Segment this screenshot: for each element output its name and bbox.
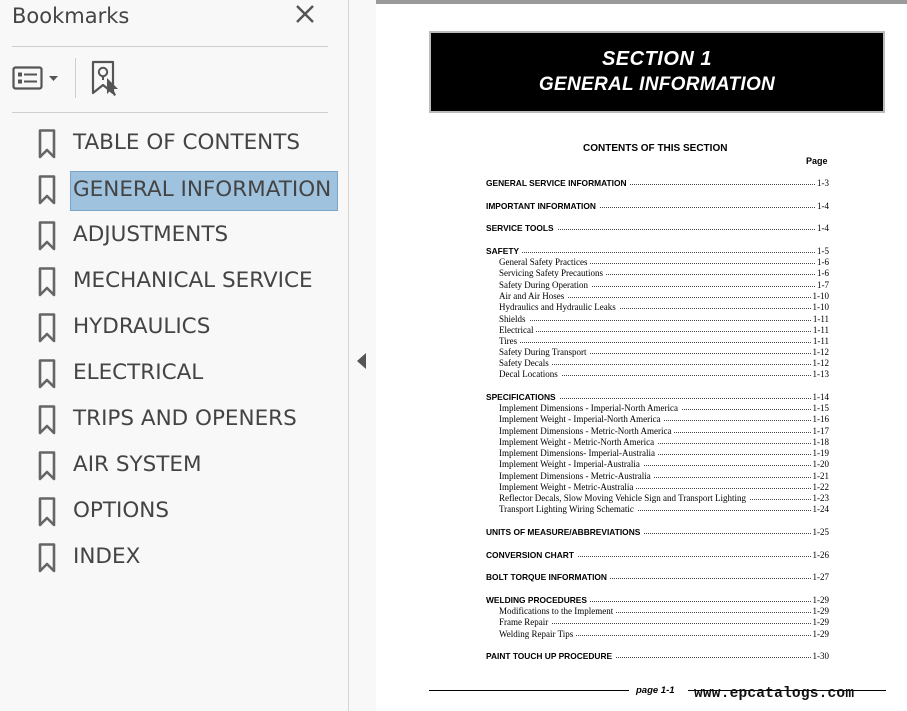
toc-entry-page: 1-6: [817, 257, 829, 267]
toc-entry-title: SPECIFICATIONS: [486, 392, 559, 403]
bookmark-label: INDEX: [73, 544, 141, 569]
bookmark-icon: [38, 451, 56, 486]
toc-entry: [499, 369, 829, 380]
toc-entry-title: Safety During Operation: [499, 280, 591, 291]
leader-dots: [486, 252, 829, 253]
toc-entry-title: Implement Weight - Imperial-Australia: [499, 459, 643, 470]
divider: [12, 46, 328, 47]
toc-entry: [486, 178, 829, 189]
toc-entry-title: SAFETY: [486, 246, 522, 257]
toc-entry: [486, 527, 829, 538]
toc-entry-page: 1-26: [812, 550, 829, 560]
toc-entry-title: GENERAL SERVICE INFORMATION: [486, 178, 630, 189]
toc-entry-page: 1-11: [812, 314, 829, 324]
toc-entry: [499, 314, 829, 325]
bookmark-icon: [38, 221, 56, 256]
bookmark-item[interactable]: [38, 537, 338, 577]
toc-entry-title: Modifications to the Implement: [499, 606, 616, 617]
toc-entry-title: Implement Weight - Metric-North America: [499, 437, 657, 448]
toc-entry-title: CONVERSION CHART: [486, 550, 577, 561]
toc-entry-title: Electrical: [499, 325, 536, 336]
bookmark-label: ADJUSTMENTS: [73, 222, 229, 247]
bookmark-label: ELECTRICAL: [73, 360, 204, 385]
section-number: SECTION 1: [601, 48, 713, 70]
find-current-bookmark-icon[interactable]: [90, 60, 124, 98]
bookmark-item[interactable]: [38, 169, 338, 209]
bookmark-item[interactable]: [38, 123, 338, 163]
toolbar-separator: [75, 58, 76, 98]
bookmark-label: TABLE OF CONTENTS: [73, 130, 301, 155]
toc-entry: [499, 471, 829, 482]
bookmarks-panel: [0, 0, 349, 711]
toc-entry-page: 1-18: [812, 437, 829, 447]
bookmark-icon: [38, 175, 56, 210]
toc-entry-title: Frame Repair: [499, 617, 551, 628]
bookmark-item[interactable]: [38, 307, 338, 347]
toc-entry-title: UNITS OF MEASURE/ABBREVIATIONS: [486, 527, 643, 538]
bookmark-label: TRIPS AND OPENERS: [73, 406, 297, 431]
toc-entry: [499, 426, 829, 437]
toc-entry-title: Tires: [499, 336, 520, 347]
toc-entry: [486, 572, 829, 583]
toc-entry-title: Implement Dimensions - Metric-Australia: [499, 471, 654, 482]
watermark: www.epcatalogs.com: [694, 686, 855, 702]
toc-entry-page: 1-24: [812, 504, 829, 514]
toc-entry: [499, 437, 829, 448]
toc-entry-title: IMPORTANT INFORMATION: [486, 201, 599, 212]
toc-entry: [486, 595, 829, 606]
toc-entry-page: 1-23: [812, 493, 829, 503]
bookmark-item[interactable]: [38, 445, 338, 485]
toc-entry: [486, 223, 829, 234]
toc-entry-title: Air and Air Hoses: [499, 291, 567, 302]
toc-entry: [486, 201, 829, 212]
bookmark-label: AIR SYSTEM: [73, 452, 202, 477]
toc-entry-page: 1-4: [817, 201, 829, 211]
close-icon[interactable]: [292, 1, 318, 27]
toc-entry: [499, 459, 829, 470]
toc-entry-page: 1-29: [812, 606, 829, 616]
toc-entry-title: Reflector Decals, Slow Moving Vehicle Sign and Transport Lighting: [499, 493, 749, 504]
toc-entry-page: 1-3: [817, 178, 829, 188]
leader-dots: [499, 342, 829, 343]
toc-entry-title: Welding Repair Tips: [499, 629, 576, 640]
bookmark-icon: [38, 497, 56, 532]
bookmark-options-icon[interactable]: [12, 64, 62, 94]
bookmark-icon: [38, 405, 56, 440]
toc-entry: [499, 448, 829, 459]
toc-entry-page: 1-16: [812, 414, 829, 424]
toc-entry: [499, 291, 829, 302]
toc-entry-title: Servicing Safety Precautions: [499, 268, 606, 279]
bookmark-icon: [38, 313, 56, 348]
toc-entry: [499, 336, 829, 347]
toc-entry-page: 1-12: [812, 347, 829, 357]
toc-entry-page: 1-17: [812, 426, 829, 436]
document-page: [376, 0, 907, 711]
bookmark-icon: [38, 267, 56, 302]
toc-entry-title: SERVICE TOOLS: [486, 223, 557, 234]
bookmark-item[interactable]: [38, 399, 338, 439]
toc-entry-title: Hydraulics and Hydraulic Leaks: [499, 302, 619, 313]
toc-entry-page: 1-22: [812, 482, 829, 492]
bookmark-label: MECHANICAL SERVICE: [73, 268, 313, 293]
toc-entry: [486, 651, 829, 662]
bookmark-label: HYDRAULICS: [73, 314, 211, 339]
bookmark-label: OPTIONS: [73, 498, 170, 523]
toc-entry-title: Shields: [499, 314, 529, 325]
toc-entry: [499, 504, 829, 515]
toc-entry-title: Implement Dimensions - Metric-North America: [499, 426, 674, 437]
toc-entry-title: Implement Weight - Metric-Australia: [499, 482, 636, 493]
toc-entry: [499, 302, 829, 313]
toc-entry-title: Implement Dimensions- Imperial-Australia: [499, 448, 658, 459]
toc-entry-page: 1-14: [812, 392, 829, 402]
toc-entry-title: General Safety Practices: [499, 257, 590, 268]
toc-entry-page: 1-7: [817, 280, 829, 290]
contents-heading: CONTENTS OF THIS SECTION: [583, 143, 728, 154]
toc-entry-page: 1-6: [817, 268, 829, 278]
section-banner: [429, 31, 885, 113]
bookmark-icon: [38, 359, 56, 394]
panel-title: Bookmarks: [12, 4, 130, 28]
footer-rule: [429, 690, 629, 691]
toc-entry-title: WELDING PROCEDURES: [486, 595, 590, 606]
footer-page-number: page 1-1: [636, 685, 675, 696]
page-top-edge: [376, 0, 907, 4]
toc-entry-page: 1-15: [812, 403, 829, 413]
toc-entry-page: 1-11: [812, 336, 829, 346]
toc-entry-page: 1-30: [812, 651, 829, 661]
page-column-header: Page: [806, 156, 828, 166]
toc-entry-page: 1-4: [817, 223, 829, 233]
collapse-left-icon[interactable]: [352, 346, 372, 376]
toc-entry-page: 1-21: [812, 471, 829, 481]
toc-entry-title: Safety During Transport: [499, 347, 590, 358]
leader-dots: [499, 320, 829, 321]
toc-entry-page: 1-12: [812, 358, 829, 368]
toc-entry-page: 1-29: [812, 629, 829, 639]
bookmark-label: GENERAL INFORMATION: [70, 171, 338, 211]
toc-entry: [499, 482, 829, 493]
toc-entry: [499, 617, 829, 628]
toc-entry: [499, 268, 829, 279]
toc-entry-page: 1-29: [812, 595, 829, 605]
divider: [12, 112, 328, 113]
toc-entry: [499, 325, 829, 336]
toc-entry: [499, 403, 829, 414]
toc-entry: [499, 358, 829, 369]
section-title: GENERAL INFORMATION: [538, 74, 776, 95]
toc-entry-page: 1-25: [812, 527, 829, 537]
bookmark-item[interactable]: [38, 353, 338, 393]
toc-entry-page: 1-11: [812, 325, 829, 335]
bookmark-item[interactable]: [38, 261, 338, 301]
toc-entry: [486, 550, 829, 561]
toc-entry-page: 1-19: [812, 448, 829, 458]
toc-entry-title: Decal Locations: [499, 369, 561, 380]
bookmark-icon: [38, 543, 56, 578]
bookmark-icon: [38, 129, 56, 164]
toc-entry-page: 1-5: [817, 246, 829, 256]
toc-entry: [499, 347, 829, 358]
toc-entry-title: BOLT TORQUE INFORMATION: [486, 572, 610, 583]
toc-entry-page: 1-10: [812, 291, 829, 301]
toc-entry-page: 1-27: [812, 572, 829, 582]
toc-entry: [486, 246, 829, 257]
toc-entry-title: Safety Decals: [499, 358, 552, 369]
toc-entry: [499, 493, 829, 504]
toc-entry-page: 1-29: [812, 617, 829, 627]
toc-entry: [499, 280, 829, 291]
toc-entry: [486, 392, 829, 403]
toc-entry-page: 1-13: [812, 369, 829, 379]
toc-entry-page: 1-20: [812, 459, 829, 469]
toc-entry: [499, 257, 829, 268]
toc-entry-title: Transport Lighting Wiring Schematic: [499, 504, 637, 515]
bookmark-item[interactable]: [38, 491, 338, 531]
toc-entry-page: 1-10: [812, 302, 829, 312]
leader-dots: [499, 331, 829, 332]
toc-entry-title: Implement Weight - Imperial-North America: [499, 414, 664, 425]
toc-entry-title: Implement Dimensions - Imperial-North America: [499, 403, 681, 414]
toc-entry: [499, 414, 829, 425]
toc-entry: [499, 606, 829, 617]
toc-entry: [499, 629, 829, 640]
bookmark-item[interactable]: [38, 215, 338, 255]
toc-entry-title: PAINT TOUCH UP PROCEDURE: [486, 651, 615, 662]
